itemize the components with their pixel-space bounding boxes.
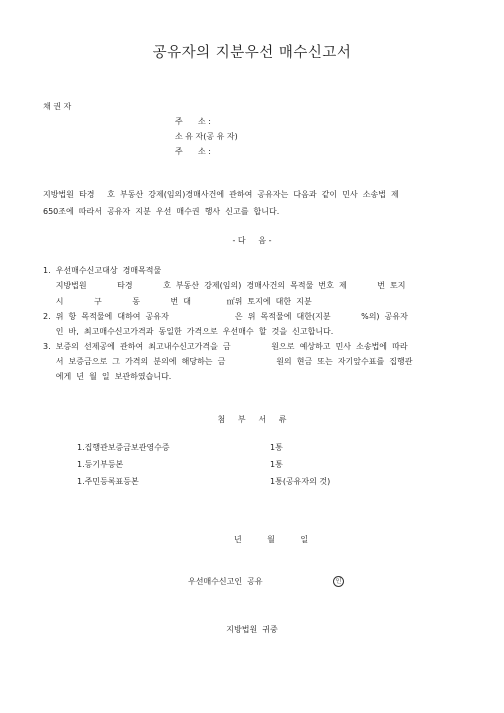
attachment-qty: 1통: [270, 460, 283, 469]
creditor-heading: 채 권 자: [43, 102, 72, 111]
date-line: 년 월 일: [234, 535, 309, 544]
seal-icon: 인: [333, 576, 344, 587]
signer-label: 우선매수신고인 공유: [188, 577, 263, 586]
attachment-name: 1.주민등록표등본: [77, 477, 139, 486]
item-line: 서 보증금으로 그 가격의 분의에 해당하는 금 원의 현금 또는 자기앞수표를 집행관: [43, 357, 413, 366]
attachment-name: 1.등기부등본: [77, 460, 124, 469]
item-line: 1. 우선매수신고대상 경매목적물: [43, 266, 162, 275]
item-line: 3. 보증의 선제공에 관하여 최고내수신고가격을 금 원으로 예상하고 민사 소송법에 따라: [43, 342, 408, 351]
attachment-name: 1.집행관보증금보관영수증: [77, 443, 170, 452]
owner-address-label: 주 소 :: [175, 147, 211, 156]
attachments-heading: 첨 부 서 류: [217, 415, 287, 424]
item-line: 인 바, 최고매수신고가격과 동일한 가격으로 우선매수 할 것을 신고합니다.: [43, 327, 334, 336]
attachment-qty: 1통(공유자의 것): [270, 477, 331, 486]
creditor-address-label: 주 소 :: [175, 117, 211, 126]
intro-line-2: 650조에 따라서 공유자 지분 우선 매수권 행사 신고를 합니다.: [43, 207, 280, 216]
attachment-qty: 1통: [270, 443, 283, 452]
item-line: 2. 위 항 목적물에 대하여 공유자 은 위 목적물에 대한(지분 %의) 공유자: [43, 312, 408, 321]
document-title: 공유자의 지분우선 매수신고서: [152, 45, 352, 61]
intro-line-1: 지방법원 타경 호 부동산 강제(임의)경매사건에 관하여 공유자는 다음과 같이 민사 소송법 제: [43, 190, 399, 199]
item-line: 지방법원 타경 호 부동산 강제(임의) 경매사건의 목적물 번호 제 번 토지: [43, 281, 406, 290]
court-addressee: 지방법원 귀중: [226, 625, 278, 634]
section-heading: - 다 음 -: [232, 236, 272, 245]
owner-label: 소 유 자(공 유 자): [175, 132, 238, 141]
item-line: 에게 년 월 일 보관하였습니다.: [43, 372, 172, 381]
item-line: 시 구 동 번 대 ㎡위 토지에 대한 지분: [43, 297, 312, 306]
